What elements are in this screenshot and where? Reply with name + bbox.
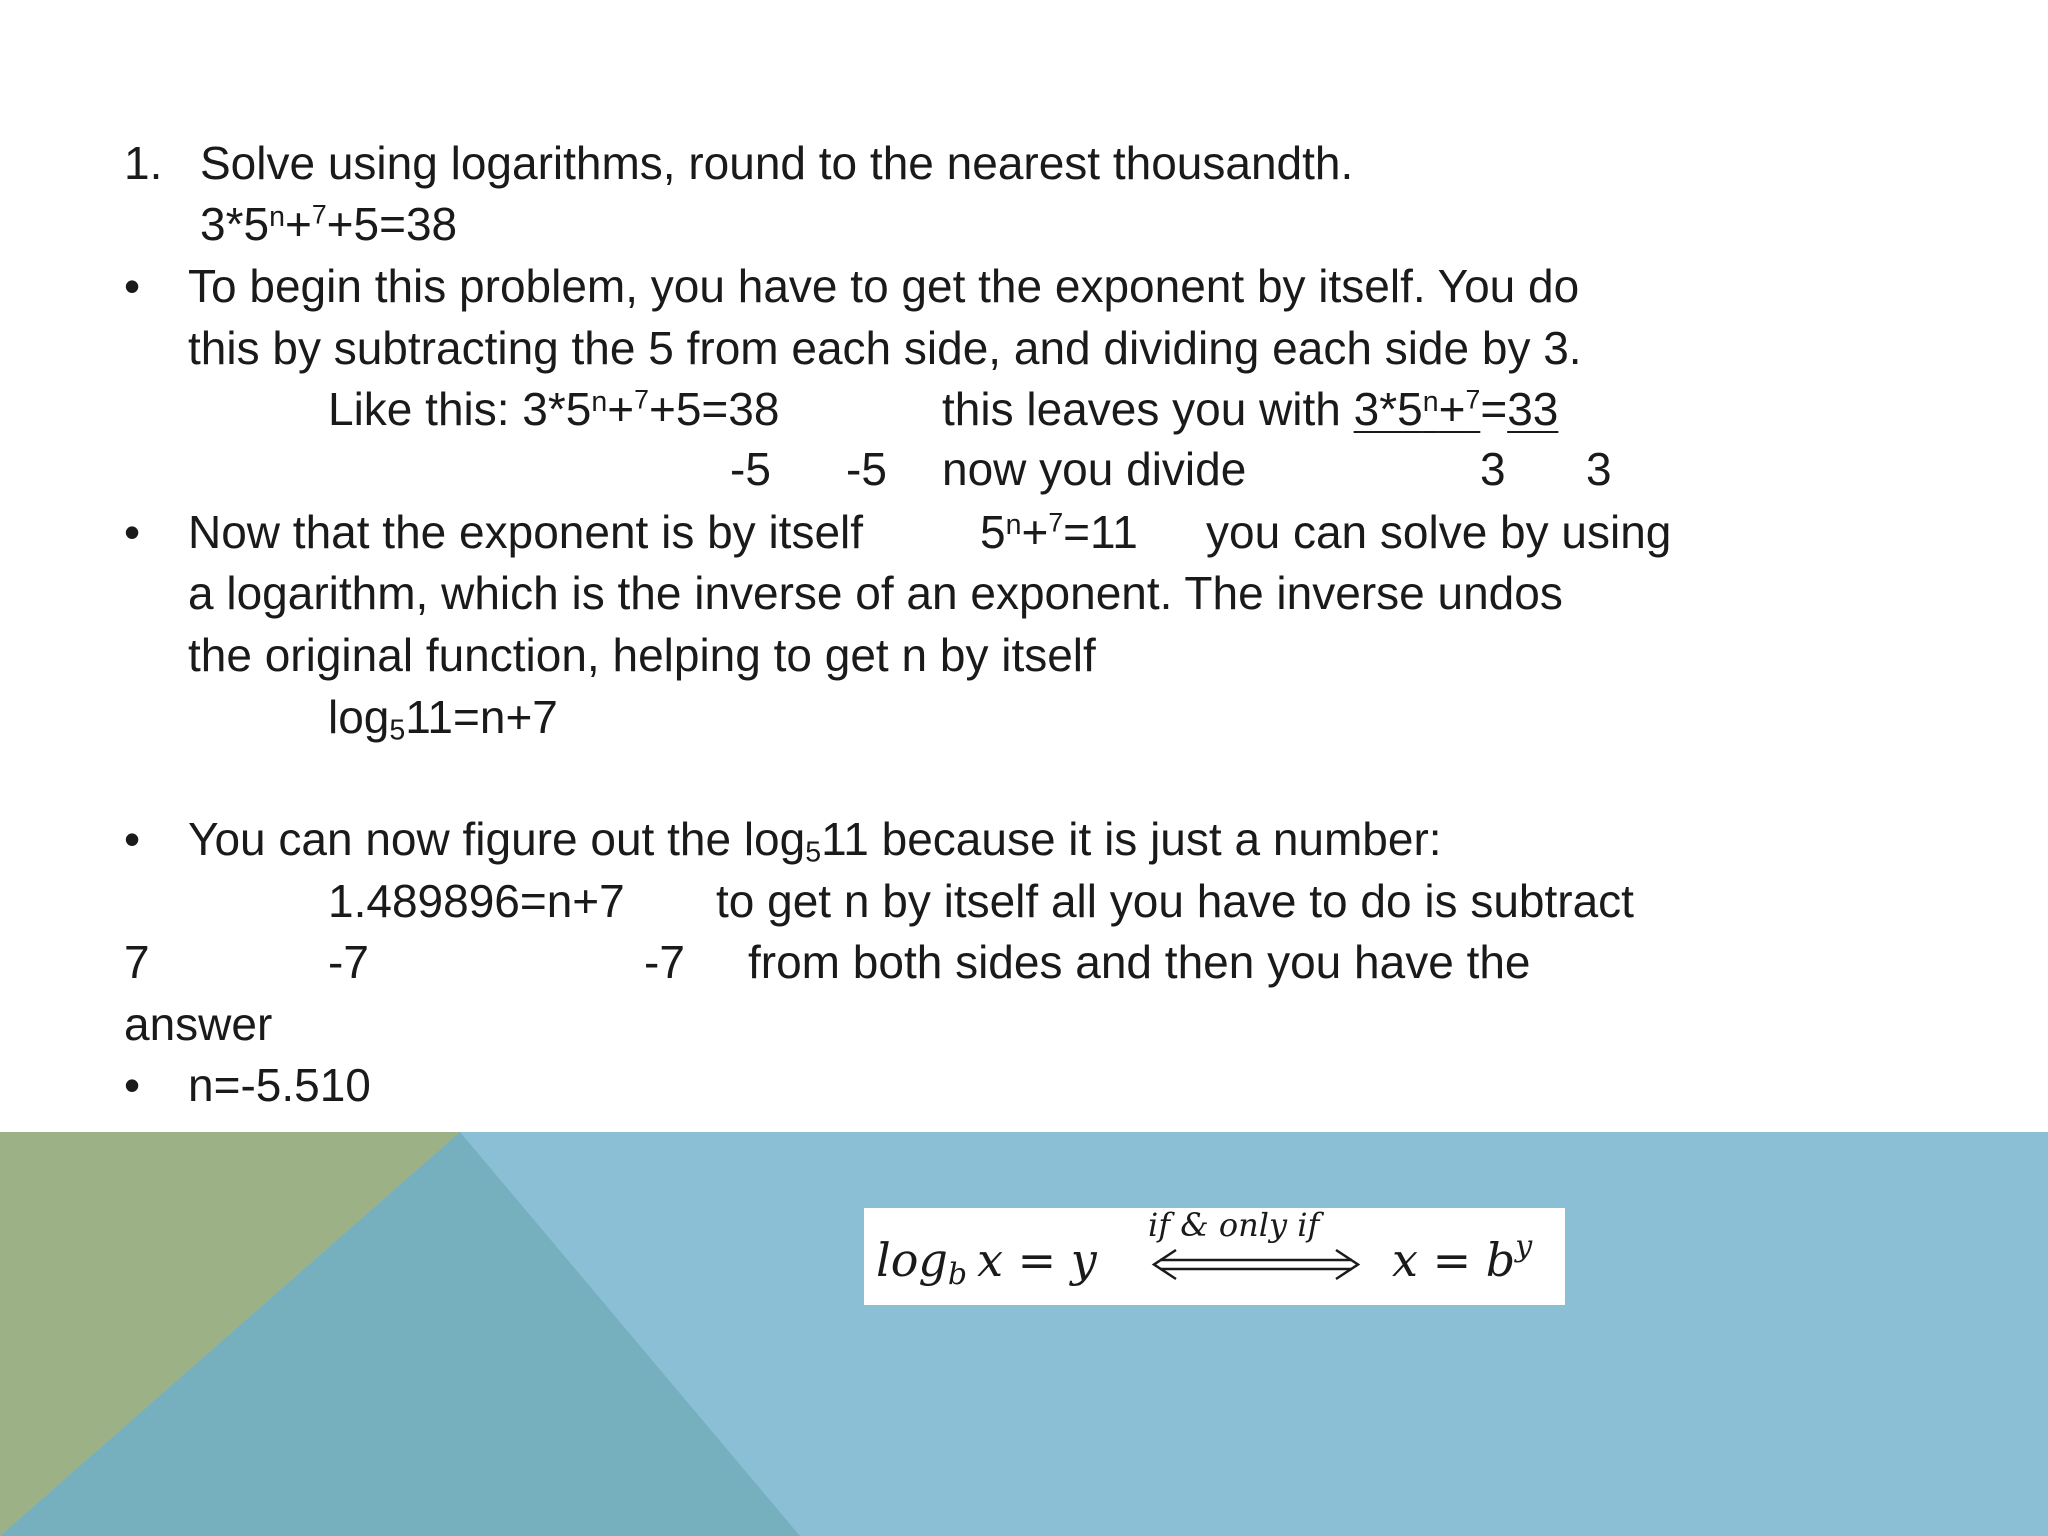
double-arrow-icon <box>1154 1250 1358 1279</box>
step2-line1-a: Now that the exponent is by itself <box>188 506 864 558</box>
answer-text: n=-5.510 <box>188 1059 371 1111</box>
step1-now-divide: now you divide <box>942 443 1247 495</box>
step1-like-this: Like this: $3*5^n+^7+5=38$ <box>328 383 780 435</box>
step2-line3: the original function, helping to get n by itself <box>188 629 1096 681</box>
step3-minus7-right: -7 <box>644 936 685 988</box>
problem-instruction: Solve using logarithms, round to the nearest thousandth. <box>200 137 1354 189</box>
step2-line2: a logarithm, which is the inverse of an exponent. The inverse undos <box>188 567 1563 619</box>
formula-lhs: logb x = y <box>876 1233 1097 1292</box>
step2-line1-exponent: $5^n+^7=11$ <box>980 506 1138 558</box>
step2-log-equation: $\log_511=n+7$ <box>328 691 558 747</box>
step1-leaves-result: this leaves you with $3*5^n+^7=33$ <box>942 383 1559 435</box>
step1-div-left: 3 <box>1480 443 1506 495</box>
step1-minus-left: -5 <box>730 443 771 495</box>
step3-line1: You can now figure out the $\log_511$ because it is just a number: <box>188 813 1442 869</box>
log-definition-formula-graphic <box>864 1208 1565 1305</box>
step3-minus7-left: -7 <box>328 936 369 988</box>
step1-line1: To begin this problem, you have to get the exponent by itself. You do <box>188 260 1580 312</box>
bullet-3: • <box>124 813 141 865</box>
step3-answer-word: answer <box>124 998 273 1050</box>
bullet-4: • <box>124 1059 141 1111</box>
problem-equation: $3*5^n+^7+5=38$ <box>200 198 458 250</box>
step1-line2: this by subtracting the 5 from each side, and dividing each side by 3. <box>188 322 1582 374</box>
formula-arrow-label: if & only if <box>1148 1208 1320 1244</box>
formula-rhs: $x = b^y$ <box>1392 1229 1533 1287</box>
step3-from-both: from both sides and then you have the <box>748 936 1531 988</box>
step2-line1-d: you can solve by using <box>1206 506 1672 558</box>
log-definition-formula <box>864 1208 1565 1305</box>
step3-seven: 7 <box>124 936 150 988</box>
step3-value-text: to get n by itself all you have to do is subtract <box>716 875 1634 927</box>
bullet-2: • <box>124 506 141 558</box>
step3-value-line: 1.489896=n+7 <box>328 875 625 927</box>
step1-minus-right: -5 <box>846 443 887 495</box>
problem-number: 1. <box>124 137 163 189</box>
step1-div-right: 3 <box>1586 443 1612 495</box>
bullet-1: • <box>124 260 141 312</box>
